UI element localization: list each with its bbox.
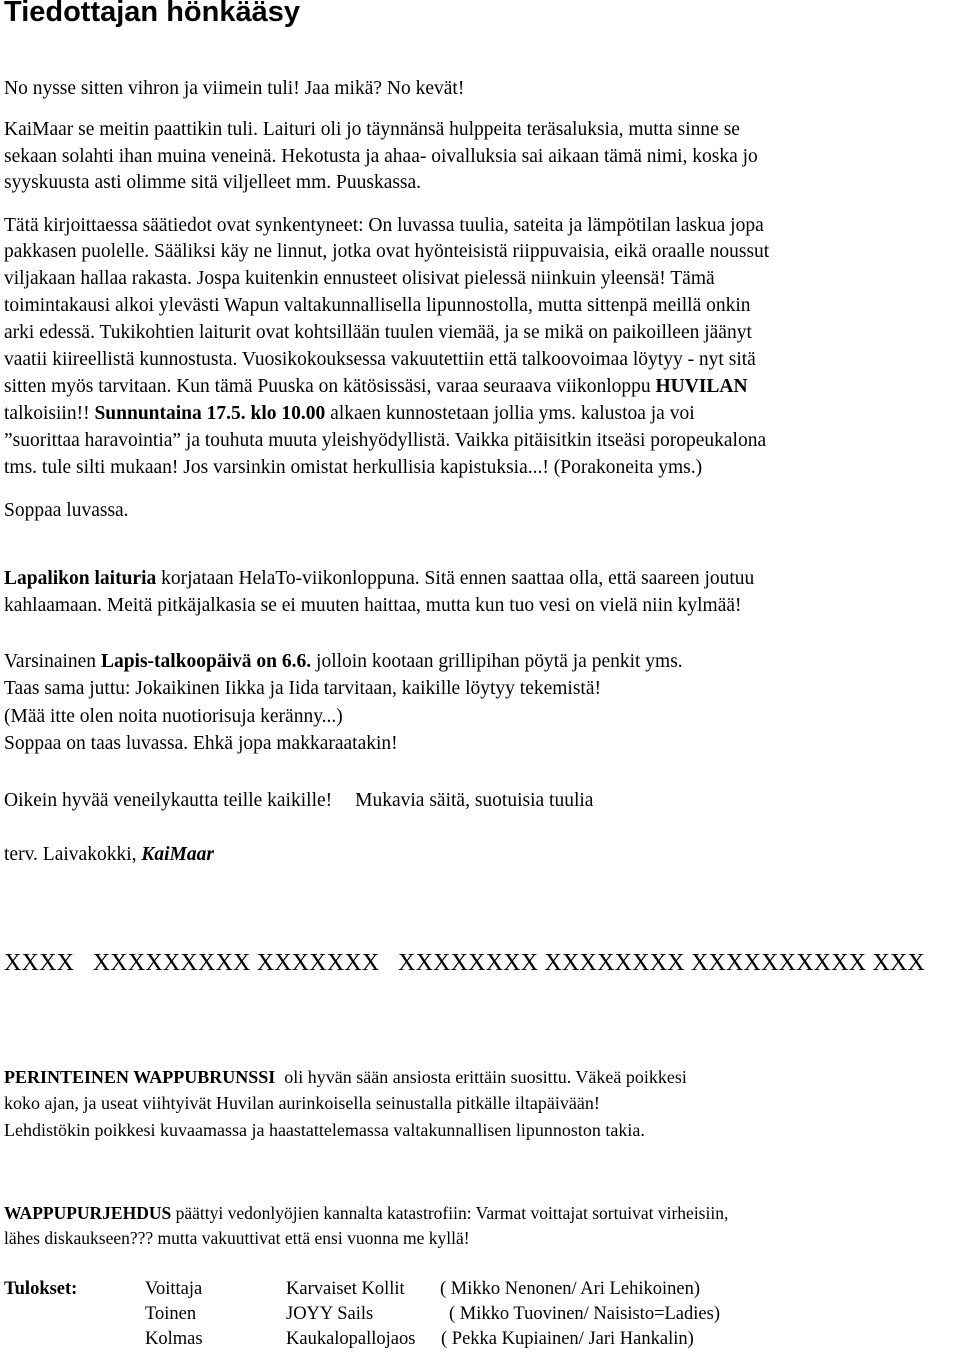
text-run: oli hyvän sään ansiosta erittäin suosittu. Väkeä poikkesi: [275, 1067, 687, 1087]
result-team: JOYY Sails: [286, 1304, 374, 1324]
text-run: Varsinainen: [4, 651, 101, 672]
bold-text: PERINTEINEN WAPPUBRUNSSI: [4, 1067, 276, 1087]
result-crew: ( Mikko Tuovinen/ Naisisto=Ladies): [449, 1304, 720, 1324]
result-place: Voittaja: [145, 1279, 203, 1299]
text-run: korjataan HelaTo-viikonloppuna. Sitä ennen saattaa olla, että saareen joutuu: [156, 568, 755, 589]
text-run: päättyi vedonlyöjien kannalta katastrofiin: Varmat voittajat sortuivat virheisiin,: [171, 1203, 729, 1223]
bold-text: Sunnuntaina 17.5. klo 10.00: [94, 403, 326, 424]
result-place: Toinen: [145, 1304, 197, 1324]
results-row: [4, 1327, 954, 1353]
results-row: [4, 1277, 954, 1303]
result-team: Kaukalopallojaos: [286, 1329, 416, 1349]
text-run: talkoisiin!!: [4, 403, 95, 424]
soup-line: Soppaa luvassa.: [4, 500, 129, 521]
text-line: sekaan solahti ihan muina veneinä. Hekotusta ja ahaa- oivalluksia sai aikaan tämä nimi, koska jo: [4, 146, 758, 167]
signature-name: KaiMaar: [141, 844, 214, 865]
text-line: koko ajan, ja useat viihtyivät Huvilan aurinkoisella seinustalla pitkälle iltapäivään!: [4, 1093, 600, 1113]
result-crew: ( Pekka Kupiainen/ Jari Hankalin): [441, 1329, 694, 1349]
greeting-line: [4, 788, 593, 814]
greeting-right: Mukavia säitä, suotuisia tuulia: [355, 790, 594, 811]
text-line: Taas sama juttu: Jokaikinen Iikka ja Iida tarvitaan, kaikille löytyy tekemistä!: [4, 678, 601, 699]
signature: [4, 842, 214, 868]
intro-line: No nysse sitten vihron ja viimein tuli! Jaa mikä? No kevät!: [4, 78, 465, 99]
signature-text: terv. Laivakokki,: [4, 844, 142, 865]
text-run: sitten myös tarvitaan. Kun tämä Puuska on kätösissäsi, varaa seuraava viikonloppu: [4, 376, 656, 397]
results-row: [4, 1302, 954, 1328]
text-line: [4, 1065, 687, 1091]
result-place: Kolmas: [145, 1329, 203, 1349]
greeting-left: Oikein hyvää veneilykautta teille kaikille!: [4, 790, 333, 811]
text-line: Lehdistökin poikkesi kuvaamassa ja haastattelemassa valtakunnallisen lipunnoston takia.: [4, 1120, 645, 1140]
text-line: (Mää itte olen noita nuotiorisuja keränny...): [4, 706, 343, 727]
text-line: lähes diskaukseen??? mutta vakuuttivat että ensi vuonna me kyllä!: [4, 1228, 470, 1248]
result-crew: ( Mikko Nenonen/ Ari Lehikoinen): [440, 1279, 700, 1299]
bold-text: Lapis-talkoopäivä on 6.6.: [100, 651, 312, 672]
text-run: alkaen kunnostetaan jollia yms. kalustoa ja voi: [325, 403, 695, 424]
text-line: Tätä kirjoittaessa säätiedot ovat synkentyneet: On luvassa tuulia, sateita ja lämpötilan laskua jopa: [4, 215, 764, 236]
text-line: pakkasen puolelle. Sääliksi käy ne linnut, jotka ovat hyönteisistä riippuvaisia, eikä oraalle noussut: [4, 241, 770, 262]
text-line: viljakaan hallaa rakasta. Jospa kuitenkin ennusteet olisivat pielessä niinkuin yleensä! Tämä: [4, 268, 715, 289]
text-line: [4, 374, 748, 400]
results-label: Tulokset:: [4, 1279, 78, 1299]
bold-text: Lapalikon laituria: [4, 568, 157, 589]
text-line: syyskuusta asti olimme sitä viljelleet mm. Puuskassa.: [4, 172, 422, 193]
result-team: Karvaiset Kollit: [286, 1279, 405, 1299]
text-line: [4, 649, 683, 675]
text-line: toimintakausi alkoi ylevästi Wapun valtakunnallisella lipunnostolla, mutta sittenpä meillä onkin: [4, 295, 751, 316]
separator-line: XXXX XXXXXXXXX XXXXXXX XXXXXXXX XXXXXXXX XXXXXXXXXX XXX: [4, 950, 926, 976]
bold-text: HUVILAN: [655, 376, 748, 397]
text-run: jolloin kootaan grillipihan pöytä ja penkit yms.: [311, 651, 683, 672]
text-line: vaatii kiireellistä kunnostusta. Vuosikokouksessa vakuutettiin että talkoovoimaa löytyy - nyt sitä: [4, 349, 756, 370]
text-line: Soppaa on taas luvassa. Ehkä jopa makkaraatakin!: [4, 733, 398, 754]
text-line: tms. tule silti mukaan! Jos varsinkin omistat herkullisia kapistuksia...! (Porakoneita yms.): [4, 457, 703, 478]
text-line: ”suorittaa haravointia” ja touhuta muuta yleishyödyllistä. Vaikka pitäisitkin itseäsi poropeukalona: [4, 430, 767, 451]
page-title: Tiedottajan hönkääsy: [4, 0, 300, 28]
text-line: [4, 1201, 728, 1227]
bold-text: WAPPUPURJEHDUS: [4, 1203, 172, 1223]
text-line: KaiMaar se meitin paattikin tuli. Laituri oli jo täynnänsä hulppeita teräsaluksia, mutta sinne se: [4, 119, 740, 140]
text-line: kahlaamaan. Meitä pitkäjalkasia se ei muuten haittaa, mutta kun tuo vesi on vielä niin kylmää!: [4, 595, 742, 616]
text-line: [4, 566, 754, 592]
text-line: [4, 401, 695, 427]
text-line: arki edessä. Tukikohtien laiturit ovat kohtsillään tuulen viemää, ja se mikä on paikoilleen jäänyt: [4, 322, 752, 343]
